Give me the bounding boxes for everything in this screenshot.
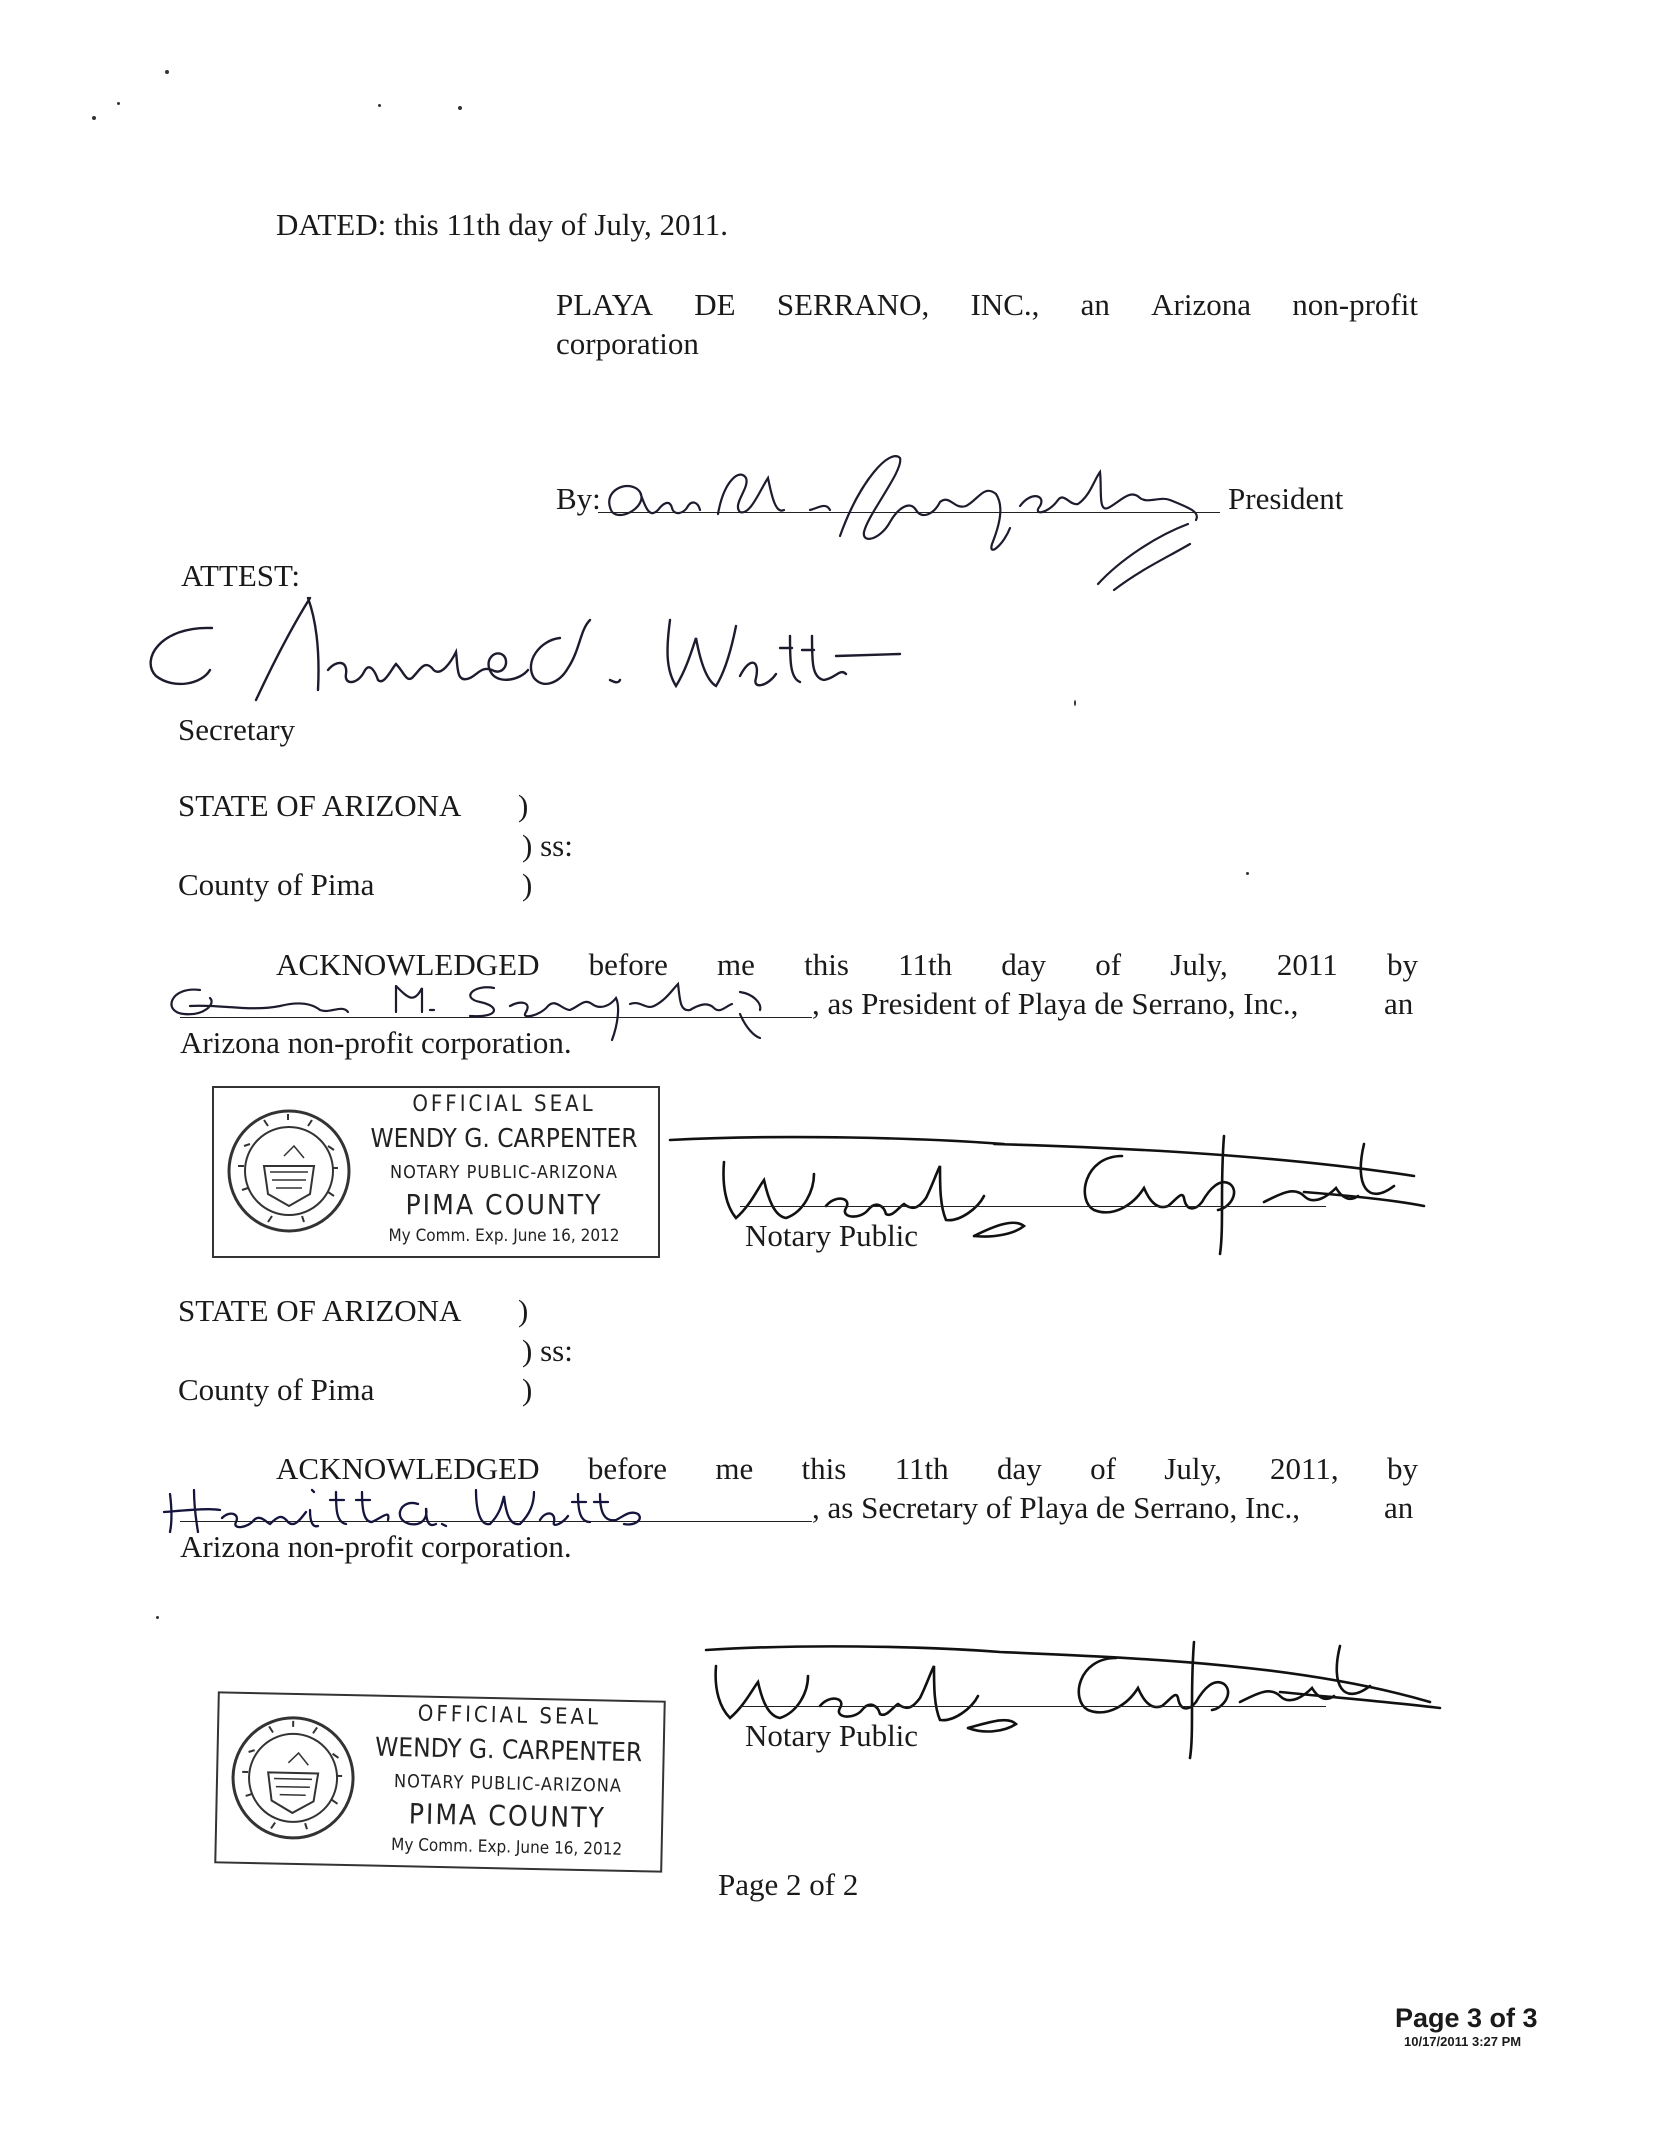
ack-word: day [1001, 947, 1047, 982]
secretary-signature [140, 590, 860, 720]
ack2-role-an: an [1384, 1490, 1414, 1525]
footer-page-number: Page 3 of 3 [1395, 2003, 1538, 2033]
corporation-line-2: corporation [556, 326, 699, 361]
ack-word: before [587, 1451, 667, 1486]
seal-2-role: NOTARY PUBLIC-ARIZONA [393, 1771, 623, 1797]
ack1-role-text: , as President of Playa de Serrano, Inc., [812, 986, 1299, 1021]
secretary-label: Secretary [178, 712, 296, 747]
venue-ss-2: ) ss: [522, 1333, 573, 1368]
notary-1-signature-line [740, 1206, 1326, 1207]
seal-2-name: WENDY G. CARPENTER [374, 1732, 643, 1769]
ack-word: 2011, [1270, 1451, 1339, 1486]
by-label: By: [556, 481, 601, 516]
seal-2-expiration: My Comm. Exp. June 16, 2012 [390, 1834, 623, 1860]
ack-word: by [1387, 1451, 1418, 1486]
venue-county-2: County of Pima [178, 1372, 375, 1407]
ack-word: me [715, 1451, 754, 1486]
venue-state-1: STATE OF ARIZONA [178, 788, 462, 823]
ack1-line-3: Arizona non-profit corporation. [180, 1025, 572, 1060]
venue-paren-1a: ) [518, 788, 529, 823]
scan-speck [378, 104, 381, 107]
corporation-line-1 [556, 286, 1418, 324]
venue-ss-1: ) ss: [522, 828, 573, 863]
scan-speck [1246, 872, 1249, 875]
scan-speck [458, 106, 462, 110]
ack-word: before [588, 947, 668, 982]
great-seal-emblem-2 [227, 1712, 360, 1845]
ack-word: July, [1170, 947, 1228, 982]
corp-word: SERRANO, [776, 287, 930, 322]
ack-word: 11th [894, 1451, 949, 1486]
corp-word: DE [694, 287, 736, 322]
corp-word: PLAYA [556, 287, 654, 322]
footer-timestamp: 10/17/2011 3:27 PM [1404, 2034, 1522, 2049]
scan-speck [117, 102, 120, 105]
seal-2-county: PIMA COUNTY [408, 1797, 607, 1835]
seal-1-title: OFFICIAL SEAL [412, 1092, 596, 1117]
president-label: President [1228, 481, 1344, 516]
ack-word: by [1386, 947, 1418, 982]
notary-2-label: Notary Public [745, 1718, 919, 1753]
ack-word: this [804, 947, 849, 982]
president-signature [600, 440, 1240, 600]
ack2-line-3: Arizona non-profit corporation. [180, 1529, 572, 1564]
venue-state-2: STATE OF ARIZONA [178, 1293, 462, 1328]
notary-seal-1 [212, 1086, 660, 1258]
venue-paren-2c: ) [522, 1372, 533, 1407]
ack-word: 11th [898, 947, 953, 982]
ack-word: day [997, 1451, 1042, 1486]
seal-2-title: OFFICIAL SEAL [417, 1701, 602, 1731]
ack-word: of [1095, 947, 1122, 982]
ack-word: July, [1164, 1451, 1222, 1486]
ack-word: of [1090, 1451, 1116, 1486]
seal-1-expiration: My Comm. Exp. June 16, 2012 [388, 1226, 620, 1246]
scan-speck [92, 116, 96, 120]
notary-seal-2 [214, 1691, 666, 1872]
dated-line: DATED: this 11th day of July, 2011. [276, 207, 729, 242]
ack-word: 2011 [1276, 947, 1338, 982]
scan-speck [1074, 700, 1076, 706]
seal-1-role: NOTARY PUBLIC-ARIZONA [390, 1162, 618, 1183]
ack-word: me [717, 947, 755, 982]
seal-1-name: WENDY G. CARPENTER [370, 1124, 638, 1154]
ack-word: this [801, 1451, 847, 1486]
scan-speck [165, 70, 169, 74]
corp-word: Arizona [1151, 287, 1252, 322]
ack2-role-text: , as Secretary of Playa de Serrano, Inc., [812, 1490, 1301, 1525]
ack-word: ACKNOWLEDGED [276, 1451, 540, 1486]
scan-speck [156, 1616, 159, 1619]
corp-word: non-profit [1292, 287, 1418, 322]
ack1-role-an: an [1384, 986, 1414, 1021]
notary-2-signature-line [740, 1706, 1326, 1707]
venue-paren-1c: ) [522, 867, 533, 902]
attest-label: ATTEST: [181, 558, 301, 593]
great-seal-emblem-1 [224, 1106, 354, 1236]
seal-1-county: PIMA COUNTY [405, 1188, 603, 1221]
ack-word: ACKNOWLEDGED [276, 947, 540, 982]
page-of-label: Page 2 of 2 [718, 1867, 859, 1902]
corp-word: INC., [970, 287, 1040, 322]
notary-1-label: Notary Public [745, 1218, 919, 1253]
venue-county-1: County of Pima [178, 867, 375, 902]
corp-word: an [1080, 287, 1110, 322]
venue-paren-2a: ) [518, 1293, 529, 1328]
